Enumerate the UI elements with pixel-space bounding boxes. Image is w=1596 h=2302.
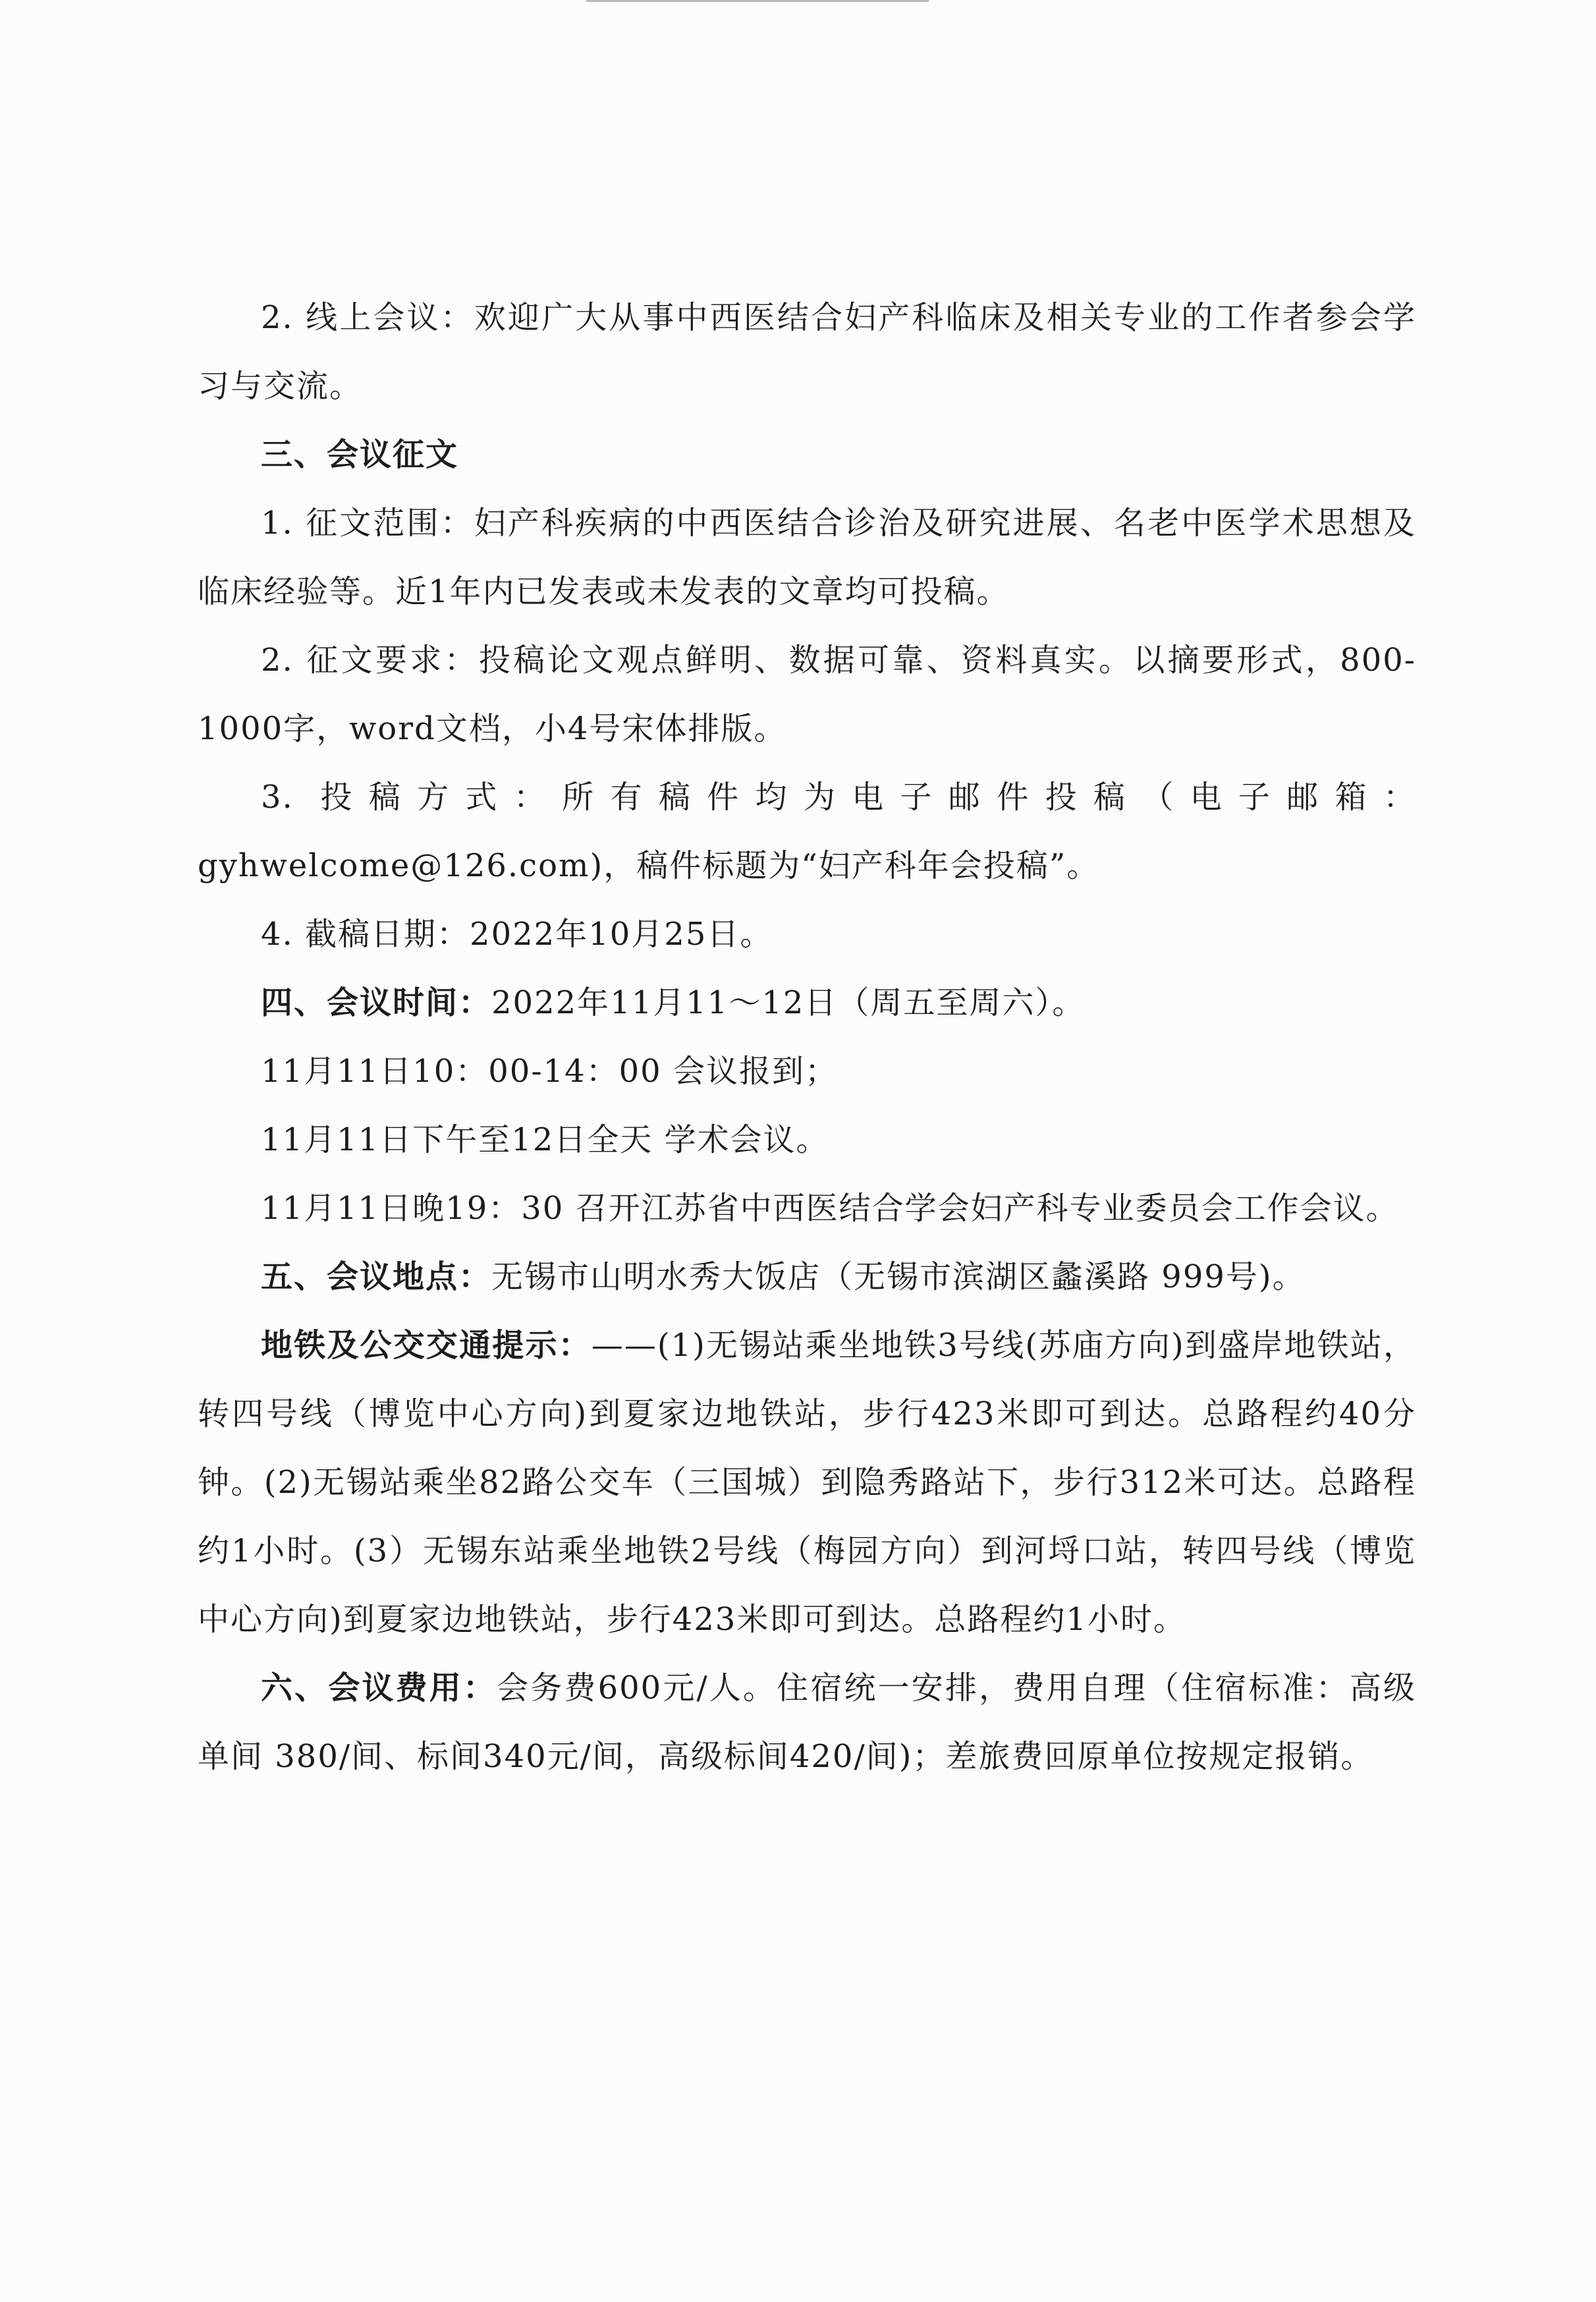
paragraph-paper-requirements <box>198 626 1416 763</box>
paragraph-text: 11月11日下午至12日全天 学术会议。 <box>261 1121 829 1158</box>
paragraph-paper-scope <box>198 489 1416 626</box>
paragraph-online-meeting <box>198 283 1416 420</box>
scan-edge-mark <box>586 0 929 2</box>
paragraph-meeting-venue <box>198 1243 1416 1311</box>
paragraph-text: 11月11日晚19：30 召开江苏省中西医结合学会妇产科专业委员会工作会议。 <box>261 1190 1399 1227</box>
paragraph-committee-meeting <box>198 1174 1416 1243</box>
section-heading: 五、会议地点： <box>261 1258 492 1295</box>
document-page <box>198 283 1416 1791</box>
paragraph-text: 3. 投稿方式：所有稿件均为电子邮件投稿（电子邮箱：gyhwelcome@126.com)，稿件标题为“妇产科年会投稿”。 <box>198 779 1416 884</box>
paragraph-text: 会务费600元/人。住宿统一安排，费用自理（住宿标准：高级单间 380/间、标间340元/间，高级标间420/间)；差旅费回原单位按规定报销。 <box>198 1670 1416 1775</box>
paragraph-academic-session <box>198 1106 1416 1174</box>
paragraph-text: 无锡市山明水秀大饭店（无锡市滨湖区蠡溪路 999号)。 <box>491 1258 1306 1295</box>
paragraph-meeting-time <box>198 969 1416 1037</box>
paragraph-text: 2. 线上会议：欢迎广大从事中西医结合妇产科临床及相关专业的工作者参会学习与交流。 <box>198 299 1416 405</box>
section-heading: 六、会议费用： <box>261 1670 497 1706</box>
paragraph-registration <box>198 1037 1416 1106</box>
paragraph-submission-method <box>198 763 1416 900</box>
section-heading: 地铁及公交交通提示： <box>261 1327 592 1364</box>
section-heading: 四、会议时间： <box>261 984 492 1021</box>
paragraph-text: ——(1)无锡站乘坐地铁3号线(苏庙方向)到盛岸地铁站，转四号线（博览中心方向)到夏家边地铁站，步行423米即可到达。总路程约40分钟。(2)无锡站乘坐82路公交车（三国城）到隐秀路站下，步行312米可达。总路程约1小时。(3）无锡东站乘坐地铁2号线（梅园方向）到河埒口站，转四号线（博览中心方向)到夏家边地铁站，步行423米即可到达。总路程约1小时。 <box>198 1327 1416 1638</box>
paragraph-deadline <box>198 900 1416 969</box>
paragraph-meeting-fees <box>198 1654 1416 1791</box>
paragraph-text: 2. 征文要求：投稿论文观点鲜明、数据可靠、资料真实。以摘要形式，800-1000字，word文档，小4号宋体排版。 <box>198 642 1416 747</box>
section-heading-call-for-papers <box>198 420 1416 489</box>
paragraph-text: 2022年11月11～12日（周五至周六）。 <box>491 984 1086 1021</box>
paragraph-text: 1. 征文范围：妇产科疾病的中西医结合诊治及研究进展、名老中医学术思想及临床经验等。近1年内已发表或未发表的文章均可投稿。 <box>198 505 1416 610</box>
paragraph-text: 4. 截稿日期：2022年10月25日。 <box>261 916 773 953</box>
paragraph-text: 11月11日10：00-14：00 会议报到； <box>261 1053 838 1090</box>
paragraph-transport-tips <box>198 1311 1416 1654</box>
section-heading: 三、会议征文 <box>261 436 459 473</box>
